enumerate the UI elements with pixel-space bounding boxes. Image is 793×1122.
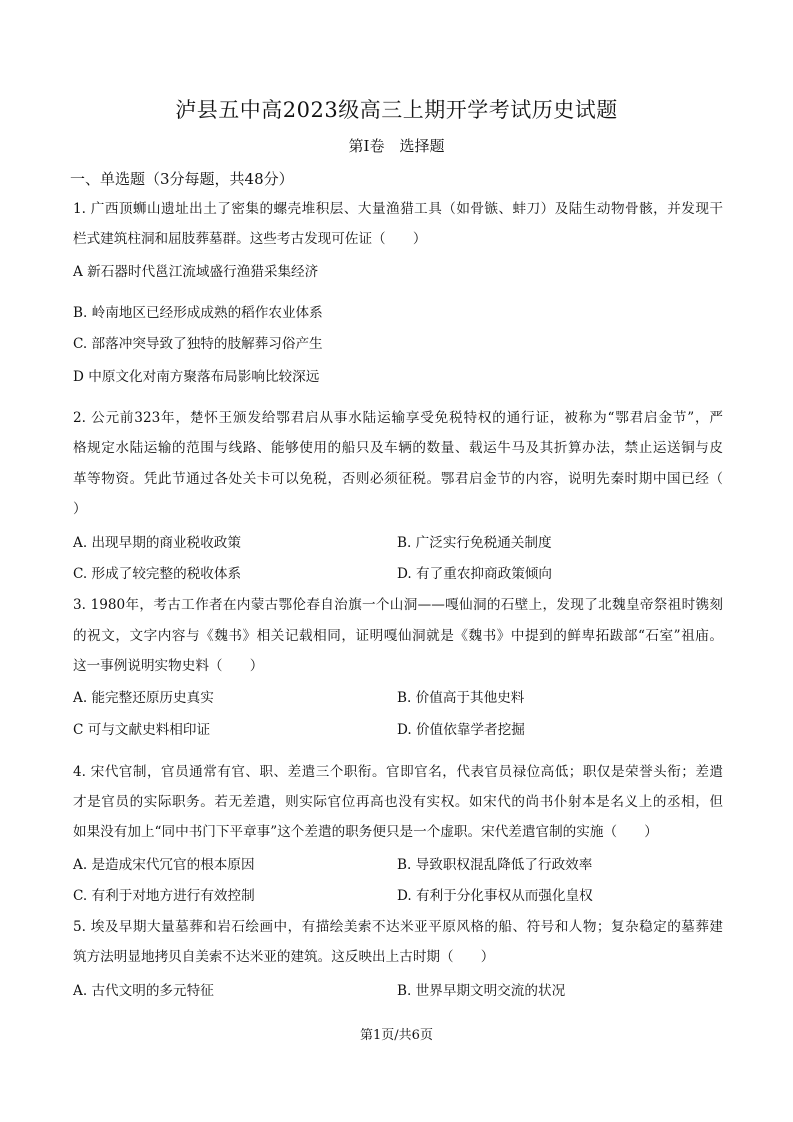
option-d: D 中原文化对南方聚落布局影响比较深远 [73, 369, 320, 385]
option-b: B. 世界早期文明交流的状况 [397, 983, 566, 999]
question-stem-line: 4. 宋代官制，官员通常有官、职、差遣三个职衔。官即官名，代表官员禄位高低；职仅是荣誉头衔；差遣 [73, 764, 723, 780]
option-a: A. 是造成宋代冗官的根本原因 [73, 857, 255, 873]
option-c: C. 部落冲突导致了独特的肢解葬习俗产生 [73, 336, 323, 352]
option-b: B. 岭南地区已经形成成熟的稻作农业体系 [73, 305, 323, 321]
question-stem-line: 筑方法明显地拷贝自美索不达米亚的建筑。这反映出上古时期（ ） [73, 949, 495, 965]
option-c: C. 形成了较完整的税收体系 [73, 566, 242, 582]
question-stem-line: 3. 1980年，考古工作者在内蒙古鄂伦春自治旗一个山洞——嘎仙洞的石壁上，发现了北魏皇帝祭祖时镌刻 [73, 597, 723, 613]
question-stem-line: 如果没有加上“同中书门下平章事”这个差遣的职务便只是一个虚职。宋代差遣官制的实施（ ） [73, 824, 658, 840]
option-d: D. 有利于分化事权从而强化皇权 [397, 888, 593, 904]
question-stem-line: 格规定水陆运输的范围与线路、能够使用的船只及车辆的数量、载运牛马及其折算办法，禁止运送铜与皮 [73, 440, 723, 456]
question-stem-line: 这一事例说明实物史料（ ） [73, 658, 264, 674]
exam-title: 泸县五中高2023级高三上期开学考试历史试题 [175, 98, 618, 122]
volume-subtitle: 第Ⅰ卷 选择题 [348, 137, 445, 155]
question-stem-line: 的祝文，文字内容与《魏书》相关记载相同，证明嘎仙洞就是《魏书》中提到的鲜卑拓跋部“石室”祖庙。 [73, 628, 723, 644]
question-stem-line: 栏式建筑柱洞和屈肢葬墓群。这些考古发现可佐证（ ） [73, 231, 427, 247]
section-heading: 一、单选题（3分每题，共48分） [70, 170, 294, 188]
option-a: A. 能完整还原历史真实 [73, 690, 214, 706]
option-c: C. 有利于对地方进行有效控制 [73, 888, 255, 904]
question-stem-line: 革等物资。凭此节通过各处关卡可以免税，否则必须征税。鄂君启金节的内容，说明先秦时期中国已经（ [73, 471, 723, 487]
option-d: D. 有了重农抑商政策倾向 [397, 566, 552, 582]
question-stem-line: ） [73, 501, 87, 517]
question-stem-line: 5. 埃及早期大量墓葬和岩石绘画中，有描绘美索不达米亚平原风格的船、符号和人物；复杂稳定的墓葬建 [73, 919, 723, 935]
question-stem-line: 1. 广西顶蛳山遗址出土了密集的螺壳堆积层、大量渔猎工具（如骨镞、蚌刀）及陆生动物骨骸，并发现干 [73, 201, 723, 217]
option-a: A 新石器时代邕江流域盛行渔猎采集经济 [73, 264, 319, 280]
page-number: 第1页/共6页 [360, 1028, 433, 1043]
question-stem-line: 2. 公元前323年，楚怀王颁发给鄂君启从事水陆运输享受免税特权的通行证，被称为“鄂君启金节”，严 [73, 410, 723, 426]
option-c: C 可与文献史料相印证 [73, 722, 211, 738]
option-a: A. 出现早期的商业税收政策 [73, 535, 241, 551]
option-d: D. 价值依靠学者挖掘 [397, 722, 525, 738]
option-b: B. 价值高于其他史料 [397, 690, 525, 706]
option-a: A. 古代文明的多元特征 [73, 983, 214, 999]
question-stem-line: 才是官员的实际职务。若无差遣，则实际官位再高也没有实权。如宋代的尚书仆射本是名义上的丞相，但 [73, 794, 723, 810]
option-b: B. 广泛实行免税通关制度 [397, 535, 552, 551]
option-b: B. 导致职权混乱降低了行政效率 [397, 857, 593, 873]
